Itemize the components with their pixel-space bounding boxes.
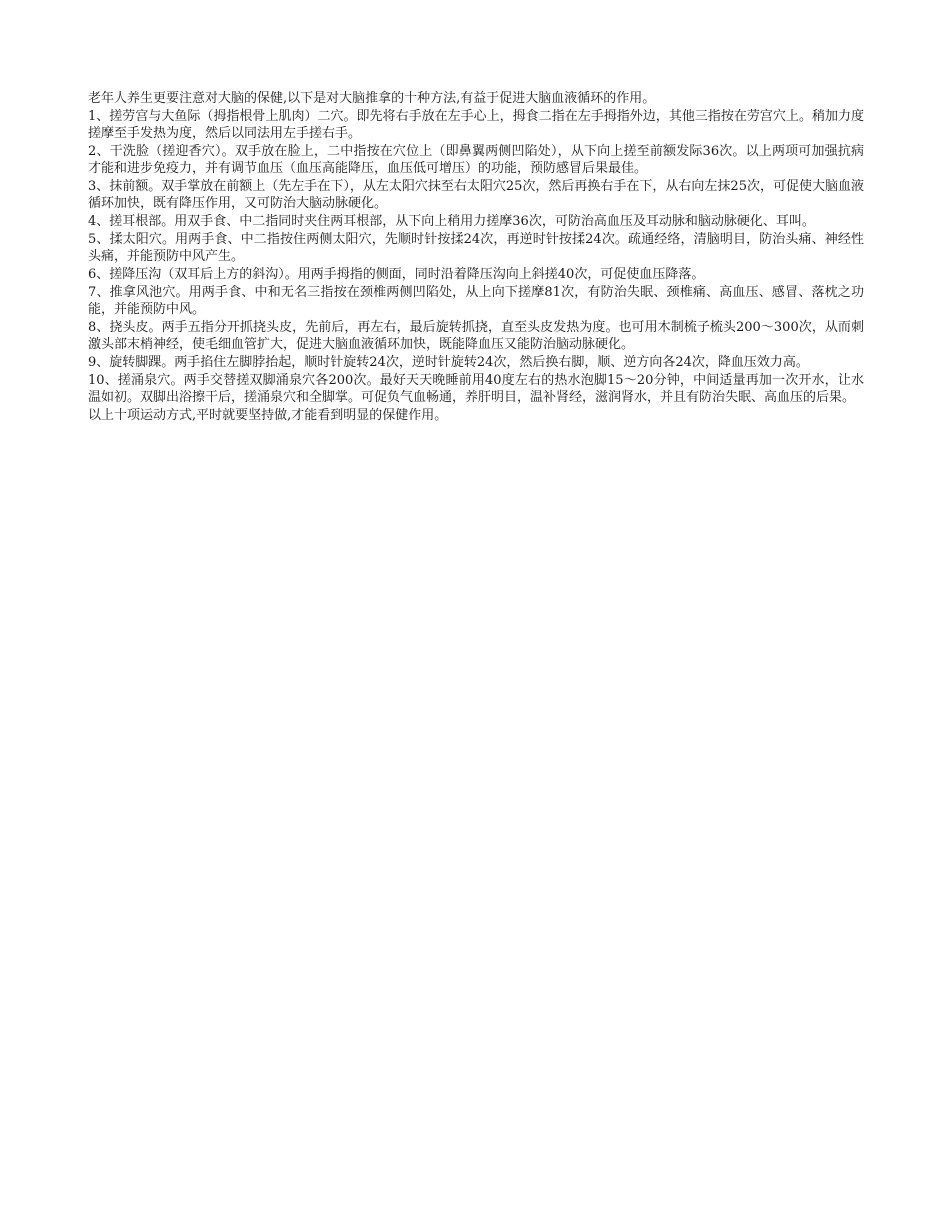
method-8-paragraph: 8、挠头皮。两手五指分开抓挠头皮，先前后，再左右，最后旋转抓挠，直至头皮发热为度。也可用木制梳子梳头200～300次，从而刺激头部末梢神经，使毛细血管扩大，促进大脑血液循环加快，既能降血压又能防治脑动脉硬化。 <box>88 320 864 352</box>
closing-paragraph: 以上十项运动方式,平时就要坚持做,才能看到明显的保健作用。 <box>88 408 448 423</box>
method-1-paragraph: 1、搓劳宫与大鱼际（拇指根骨上肌肉）二穴。即先将右手放在左手心上，拇食二指在左手拇指外边，其他三指按在劳宫穴上。稍加力度搓摩至手发热为度，然后以同法用左手搓右手。 <box>88 109 864 141</box>
method-3-paragraph: 3、抹前额。双手掌放在前额上（先左手在下），从左太阳穴抹至右太阳穴25次，然后再换右手在下，从右向左抹25次，可促使大脑血液循环加快，既有降压作用，又可防治大脑动脉硬化。 <box>88 179 864 211</box>
method-10-paragraph: 10、搓涌泉穴。两手交替搓双脚涌泉穴各200次。最好天天晚睡前用40度左右的热水泡脚15～20分钟，中间适量再加一次开水，让水温如初。双脚出浴擦干后，搓涌泉穴和全脚掌。可促负气血畅通，养肝明目，温补肾经，滋润肾水，并且有防治失眠、高血压的后果。 <box>88 373 864 405</box>
method-5-paragraph: 5、揉太阳穴。用两手食、中二指按住两侧太阳穴，先顺时针按揉24次，再逆时针按揉24次。疏通经络，清脑明目，防治头痛、神经性头痛，并能预防中风产生。 <box>88 232 864 264</box>
document-body <box>88 90 864 425</box>
intro-paragraph: 老年人养生更要注意对大脑的保健,以下是对大脑推拿的十种方法,有益于促进大脑血液循环的作用。 <box>88 91 656 106</box>
method-2-paragraph: 2、干洗脸（搓迎香穴）。双手放在脸上，二中指按在穴位上（即鼻翼两侧凹陷处），从下向上搓至前额发际36次。以上两项可加强抗病才能和进步免疫力，并有调节血压（血压高能降压，血压低可增压）的功能，预防感冒后果最佳。 <box>88 144 864 176</box>
method-7-paragraph: 7、推拿风池穴。用两手食、中和无名三指按在颈椎两侧凹陷处，从上向下搓摩81次，有防治失眠、颈椎痛、高血压、感冒、落枕之功能，并能预防中风。 <box>88 285 864 317</box>
method-4-paragraph: 4、搓耳根部。用双手食、中二指同时夹住两耳根部，从下向上稍用力搓摩36次，可防治高血压及耳动脉和脑动脉硬化、耳叫。 <box>88 214 815 229</box>
method-9-paragraph: 9、旋转脚踝。两手掐住左脚脖抬起，顺时针旋转24次，逆时针旋转24次，然后换右脚，顺、逆方向各24次，降血压效力高。 <box>88 355 809 370</box>
method-6-paragraph: 6、搓降压沟（双耳后上方的斜沟）。用两手拇指的侧面，同时沿着降压沟向上斜搓40次，可促使血压降落。 <box>88 267 705 282</box>
